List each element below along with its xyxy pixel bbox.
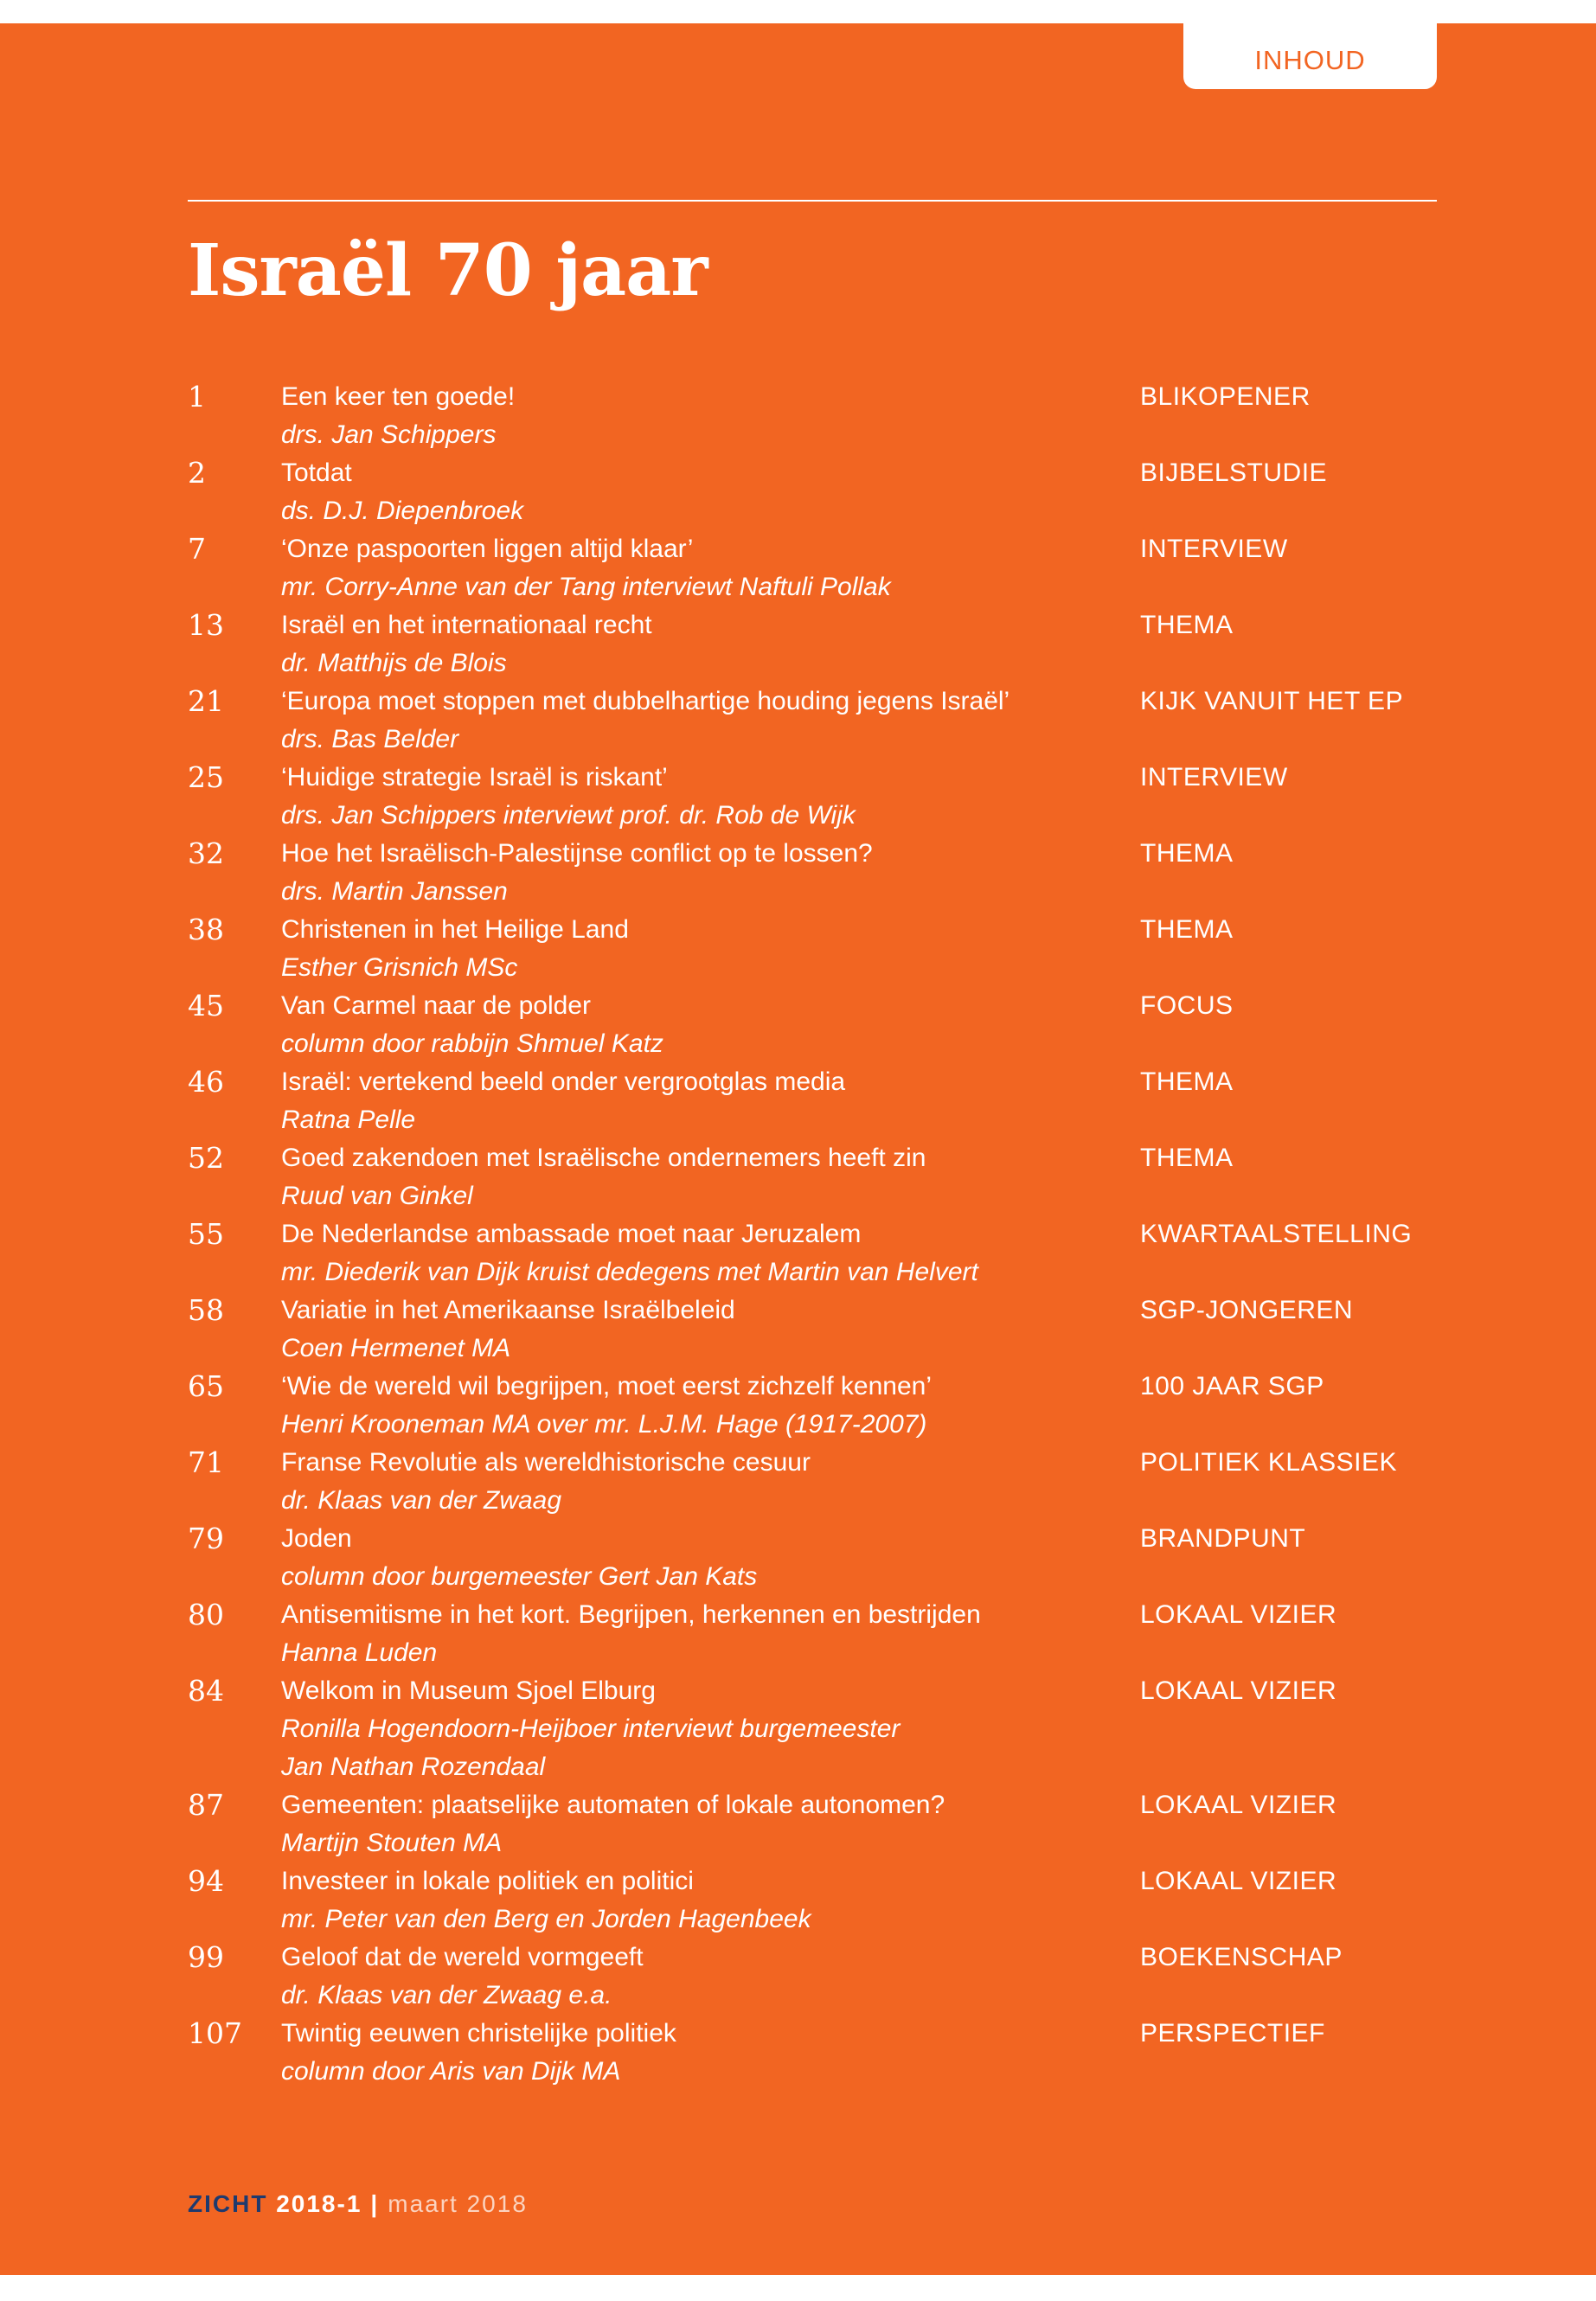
issue-date: maart 2018 (388, 2190, 528, 2217)
article-author: mr. Diederik van Dijk kruist dedegens met Martin van Helvert (281, 1258, 978, 1286)
page-number: 79 (188, 1522, 224, 1555)
toc-entry[interactable] (188, 1292, 1437, 1368)
article-category: LOKAAL VIZIER (1140, 1600, 1337, 1629)
article-author: drs. Jan Schippers interviewt prof. dr. Rob de Wijk (281, 801, 856, 830)
toc-entry[interactable] (188, 1520, 1437, 1596)
footer-separator: | (370, 2190, 380, 2217)
article-author: mr. Corry-Anne van der Tang interviewt Naftuli Pollak (281, 573, 891, 601)
article-category: THEMA (1140, 611, 1234, 639)
article-author: Martijn Stouten MA (281, 1829, 503, 1857)
article-title: Israël en het internationaal recht (281, 611, 652, 639)
toc-entry[interactable] (188, 835, 1437, 911)
page-number: 21 (188, 684, 224, 718)
toc-entry[interactable] (188, 987, 1437, 1063)
article-author: dr. Matthijs de Blois (281, 649, 507, 677)
toc-entry[interactable] (188, 1596, 1437, 1672)
toc-entry[interactable] (188, 378, 1437, 454)
article-author: column door rabbijn Shmuel Katz (281, 1029, 663, 1058)
table-of-contents (188, 378, 1437, 2091)
article-category: LOKAAL VIZIER (1140, 1791, 1337, 1819)
toc-entry[interactable] (188, 1139, 1437, 1215)
article-author: drs. Jan Schippers (281, 420, 497, 449)
page-number: 52 (188, 1141, 224, 1175)
page-number: 65 (188, 1369, 224, 1403)
article-title: Variatie in het Amerikaanse Israëlbeleid (281, 1296, 735, 1324)
article-title: Joden (281, 1524, 352, 1553)
article-category: KWARTAALSTELLING (1140, 1220, 1413, 1248)
page-number: 2 (188, 456, 206, 490)
page-number: 55 (188, 1217, 224, 1251)
page-number: 25 (188, 760, 224, 794)
article-author: Ronilla Hogendoorn-Heijboer interviewt burgemeester (281, 1715, 901, 1743)
article-title: ‘Europa moet stoppen met dubbelhartige houding jegens Israël’ (281, 687, 1010, 715)
toc-entry[interactable] (188, 1063, 1437, 1139)
article-category: INTERVIEW (1140, 763, 1288, 792)
article-category: INTERVIEW (1140, 535, 1288, 563)
article-category: THEMA (1140, 915, 1234, 944)
article-category: FOCUS (1140, 991, 1234, 1020)
article-title: Christenen in het Heilige Land (281, 915, 629, 944)
toc-entry[interactable] (188, 1786, 1437, 1862)
article-author: column door burgemeester Gert Jan Kats (281, 1562, 758, 1591)
toc-entry[interactable] (188, 1672, 1437, 1786)
article-title: Antisemitisme in het kort. Begrijpen, herkennen en bestrijden (281, 1600, 981, 1629)
page-number: 32 (188, 836, 224, 870)
article-author: ds. D.J. Diepenbroek (281, 497, 524, 525)
page-number: 58 (188, 1293, 224, 1327)
page (0, 23, 1596, 2275)
article-category: THEMA (1140, 1144, 1234, 1172)
footer (188, 2190, 528, 2218)
article-author: dr. Klaas van der Zwaag e.a. (281, 1981, 612, 2009)
article-title: Goed zakendoen met Israëlische ondernemers heeft zin (281, 1144, 926, 1172)
article-title: Een keer ten goede! (281, 382, 516, 411)
page-number: 46 (188, 1065, 224, 1099)
article-category: KIJK VANUIT HET EP (1140, 687, 1404, 715)
article-author: mr. Peter van den Berg en Jorden Hagenbeek (281, 1905, 811, 1933)
page-number: 107 (188, 2016, 242, 2050)
issue-number: 2018-1 (276, 2190, 362, 2217)
page-number: 94 (188, 1864, 224, 1898)
article-title: Investeer in lokale politiek en politici (281, 1867, 694, 1895)
article-title: Franse Revolutie als wereldhistorische cesuur (281, 1448, 811, 1477)
article-author: drs. Martin Janssen (281, 877, 508, 906)
article-category: BOEKENSCHAP (1140, 1943, 1343, 1971)
toc-entry[interactable] (188, 1215, 1437, 1292)
article-category: 100 JAAR SGP (1140, 1372, 1324, 1400)
article-title: Van Carmel naar de polder (281, 991, 591, 1020)
page-number: 13 (188, 608, 224, 642)
article-title: Geloof dat de wereld vormgeeft (281, 1943, 644, 1971)
toc-entry[interactable] (188, 683, 1437, 759)
toc-entry[interactable] (188, 1862, 1437, 1939)
page-title: Israël 70 jaar (188, 229, 708, 312)
page-number: 99 (188, 1940, 224, 1974)
page-number: 71 (188, 1445, 224, 1479)
article-title: ‘Onze paspoorten liggen altijd klaar’ (281, 535, 694, 563)
article-title: Twintig eeuwen christelijke politiek (281, 2019, 676, 2048)
section-tab: INHOUD (1183, 23, 1437, 89)
toc-entry[interactable] (188, 911, 1437, 987)
article-category: THEMA (1140, 1067, 1234, 1096)
page-number: 38 (188, 913, 224, 946)
article-category: LOKAAL VIZIER (1140, 1676, 1337, 1705)
article-title: Welkom in Museum Sjoel Elburg (281, 1676, 656, 1705)
page-number: 45 (188, 989, 224, 1022)
article-category: THEMA (1140, 839, 1234, 868)
article-title: Gemeenten: plaatselijke automaten of lokale autonomen? (281, 1791, 945, 1819)
article-category: LOKAAL VIZIER (1140, 1867, 1337, 1895)
toc-entry[interactable] (188, 1444, 1437, 1520)
divider (188, 200, 1437, 202)
article-category: POLITIEK KLASSIEK (1140, 1448, 1397, 1477)
toc-entry[interactable] (188, 2015, 1437, 2091)
article-title: Hoe het Israëlisch-Palestijnse conflict op te lossen? (281, 839, 873, 868)
toc-entry[interactable] (188, 1939, 1437, 2015)
article-author: Coen Hermenet MA (281, 1334, 511, 1362)
article-title: ‘Wie de wereld wil begrijpen, moet eerst zichzelf kennen’ (281, 1372, 933, 1400)
article-category: SGP-JONGEREN (1140, 1296, 1354, 1324)
toc-entry[interactable] (188, 530, 1437, 606)
article-author: Ratna Pelle (281, 1106, 416, 1134)
article-author: Esther Grisnich MSc (281, 953, 518, 982)
article-author-continued: Jan Nathan Rozendaal (281, 1753, 546, 1781)
article-title: Totdat (281, 458, 352, 487)
article-category: BRANDPUNT (1140, 1524, 1306, 1553)
toc-entry[interactable] (188, 1368, 1437, 1444)
article-author: Ruud van Ginkel (281, 1182, 473, 1210)
toc-entry[interactable] (188, 606, 1437, 683)
article-author: drs. Bas Belder (281, 725, 459, 753)
article-category: PERSPECTIEF (1140, 2019, 1325, 2048)
article-author: dr. Klaas van der Zwaag (281, 1486, 562, 1515)
article-author: Henri Krooneman MA over mr. L.J.M. Hage (1917-2007) (281, 1410, 927, 1439)
article-title: De Nederlandse ambassade moet naar Jeruzalem (281, 1220, 862, 1248)
page-number: 80 (188, 1598, 224, 1631)
toc-entry[interactable] (188, 759, 1437, 835)
article-title: Israël: vertekend beeld onder vergrootglas media (281, 1067, 846, 1096)
article-category: BLIKOPENER (1140, 382, 1311, 411)
page-number: 84 (188, 1674, 224, 1708)
article-title: ‘Huidige strategie Israël is riskant’ (281, 763, 668, 792)
article-author: column door Aris van Dijk MA (281, 2057, 621, 2086)
article-category: BIJBELSTUDIE (1140, 458, 1328, 487)
page-number: 87 (188, 1788, 224, 1822)
article-author: Hanna Luden (281, 1638, 438, 1667)
toc-entry[interactable] (188, 454, 1437, 530)
page-number: 7 (188, 532, 206, 566)
magazine-name: ZICHT (188, 2190, 268, 2217)
page-number: 1 (188, 380, 206, 413)
